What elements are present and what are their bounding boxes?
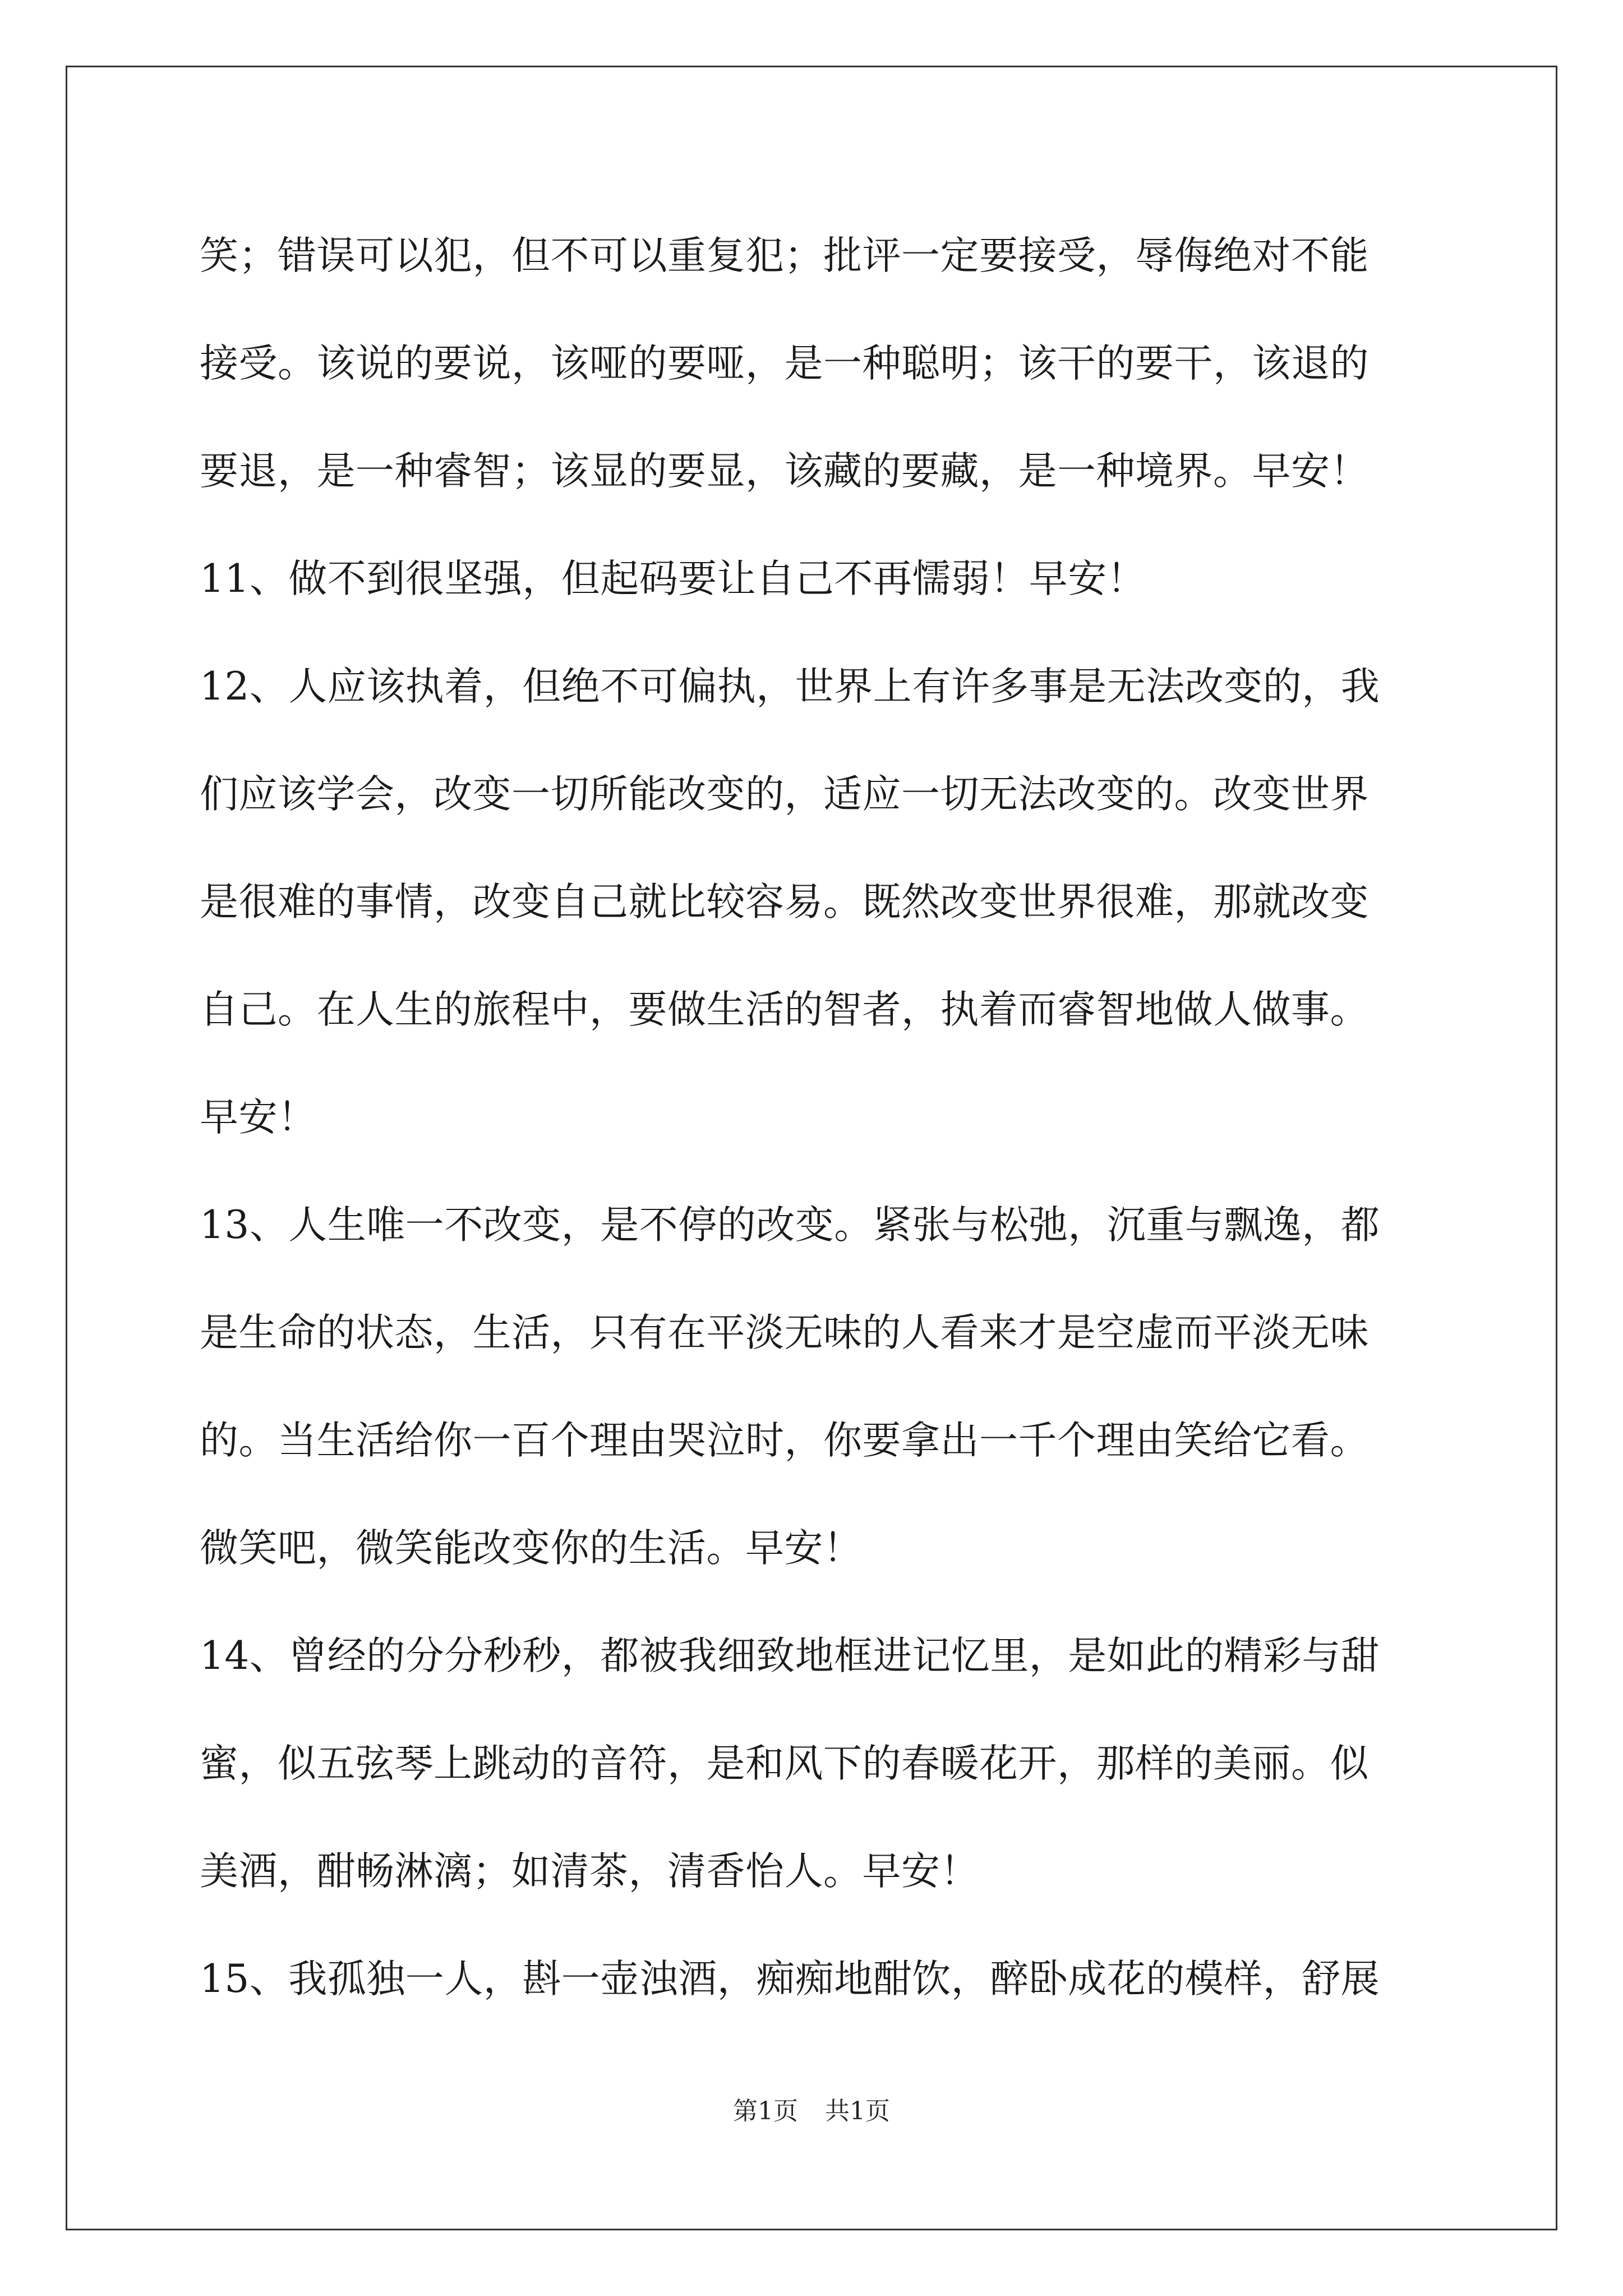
page-footer — [0, 2095, 1623, 2128]
document-body — [200, 202, 1433, 2033]
page-total: 共1页 — [825, 2097, 890, 2125]
text-line: 13、人生唯一不改变，是不停的改变。紧张与松弛，沉重与飘逸，都 — [200, 1203, 1380, 1248]
text-line: 微笑吧，微笑能改变你的生活。早安！ — [200, 1526, 863, 1571]
text-line: 14、曾经的分分秒秒，都被我细致地框进记忆里，是如此的精彩与甜 — [200, 1634, 1380, 1678]
text-line: 要退，是一种睿智；该显的要显，该藏的要藏，是一种境界。早安！ — [200, 449, 1369, 494]
text-line: 们应该学会，改变一切所能改变的，适应一切无法改变的。改变世界 — [200, 772, 1369, 817]
text-line: 接受。该说的要说，该哑的要哑，是一种聪明；该干的要干，该退的 — [200, 341, 1369, 386]
page-number: 第1页 — [733, 2097, 798, 2125]
text-line: 12、人应该执着，但绝不可偏执，世界上有许多事是无法改变的，我 — [200, 664, 1380, 709]
text-line: 笑；错误可以犯，但不可以重复犯；批评一定要接受，辱侮绝对不能 — [200, 233, 1369, 278]
text-line: 15、我孤独一人，斟一壶浊酒，痴痴地酣饮，醉卧成花的模样，舒展 — [200, 1957, 1380, 2001]
text-line: 蜜，似五弦琴上跳动的音符，是和风下的春暖花开，那样的美丽。似 — [200, 1741, 1369, 1786]
text-line: 是很难的事情，改变自己就比较容易。既然改变世界很难，那就改变 — [200, 880, 1369, 924]
text-line: 早安！ — [200, 1095, 317, 1140]
text-line: 的。当生活给你一百个理由哭泣时，你要拿出一千个理由笑给它看。 — [200, 1418, 1369, 1463]
text-line: 11、做不到很坚强，但起码要让自己不再懦弱！早安！ — [200, 556, 1146, 601]
text-line: 美酒，酣畅淋漓；如清茶，清香怡人。早安！ — [200, 1849, 979, 1894]
text-line: 自己。在人生的旅程中，要做生活的智者，执着而睿智地做人做事。 — [200, 987, 1369, 1032]
text-line: 是生命的状态，生活，只有在平淡无味的人看来才是空虚而平淡无味 — [200, 1310, 1369, 1355]
